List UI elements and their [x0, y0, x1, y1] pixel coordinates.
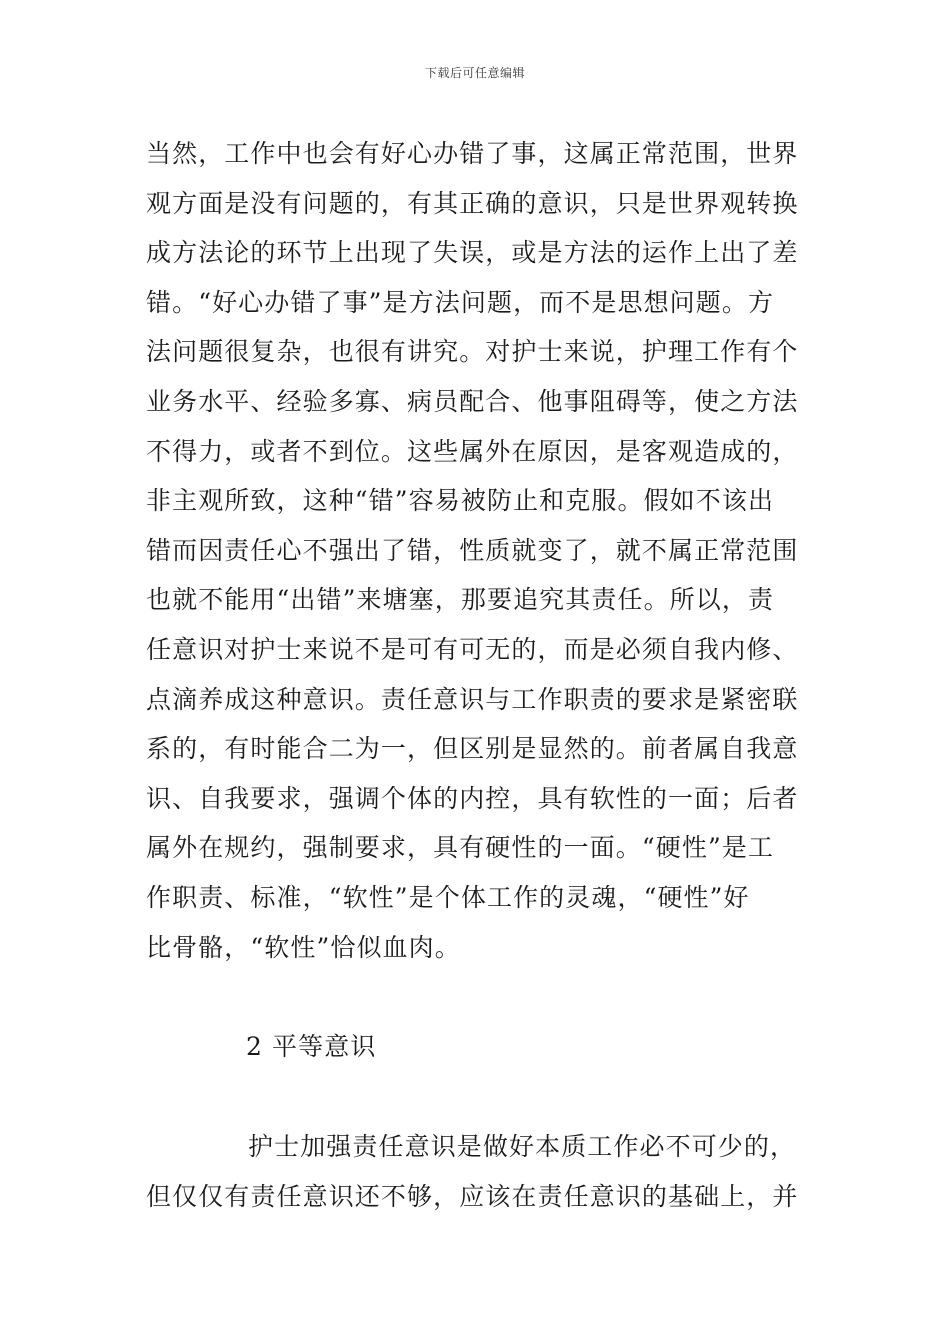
text-line: 非主观所致，这种“错”容易被防止和克服。假如不该出 [146, 486, 775, 516]
text-line: 业务水平、经验多寡、病员配合、他事阻碍等，使之方法 [146, 386, 799, 416]
text-line: 比骨骼，“软性”恰似血肉。 [146, 932, 461, 962]
text-line: 观方面是没有问题的，有其正确的意识，只是世界观转换 [146, 188, 799, 218]
text-line: 错。“好心办错了事”是方法问题，而不是思想问题。方 [146, 287, 775, 317]
text-line: 当然，工作中也会有好心办错了事，这属正常范围，世界 [146, 139, 799, 168]
text-line: 系的，有时能合二为一，但区别是显然的。前者属自我意 [146, 734, 799, 764]
text-line: 护士加强责任意识是做好本质工作必不可少的， [248, 1132, 797, 1161]
text-line: 错而因责任心不强出了错，性质就变了，就不属正常范围 [146, 535, 799, 565]
text-line: 点滴养成这种意识。责任意识与工作职责的要求是紧密联 [146, 684, 799, 714]
paragraph-2 [146, 1122, 806, 1221]
section-heading: 2 平等意识 [246, 1032, 377, 1061]
text-line: 也就不能用“出错”来塘塞，那要追究其责任。所以，责 [146, 585, 775, 615]
text-line: 任意识对护士来说不是可有可无的，而是必须自我内修、 [146, 634, 799, 664]
text-line: 不得力，或者不到位。这些属外在原因，是客观造成的， [146, 436, 799, 466]
text-line: 属外在规约，强制要求，具有硬性的一面。“硬性”是工 [146, 833, 775, 863]
text-line: 但仅仅有责任意识还不够，应该在责任意识的基础上，并 [146, 1181, 799, 1211]
text-line: 法问题很复杂，也很有讲究。对护士来说，护理工作有个 [146, 337, 799, 367]
text-line: 作职责、标准，“软性”是个体工作的灵魂，“硬性”好 [146, 882, 750, 912]
page-header-note: 下载后可任意编辑 [424, 66, 525, 80]
text-line: 识、自我要求，强调个体的内控，具有软性的一面；后者 [146, 783, 799, 813]
text-line: 成方法论的环节上出现了失误，或是方法的运作上出了差 [146, 238, 799, 268]
paragraph-1 [146, 129, 806, 972]
